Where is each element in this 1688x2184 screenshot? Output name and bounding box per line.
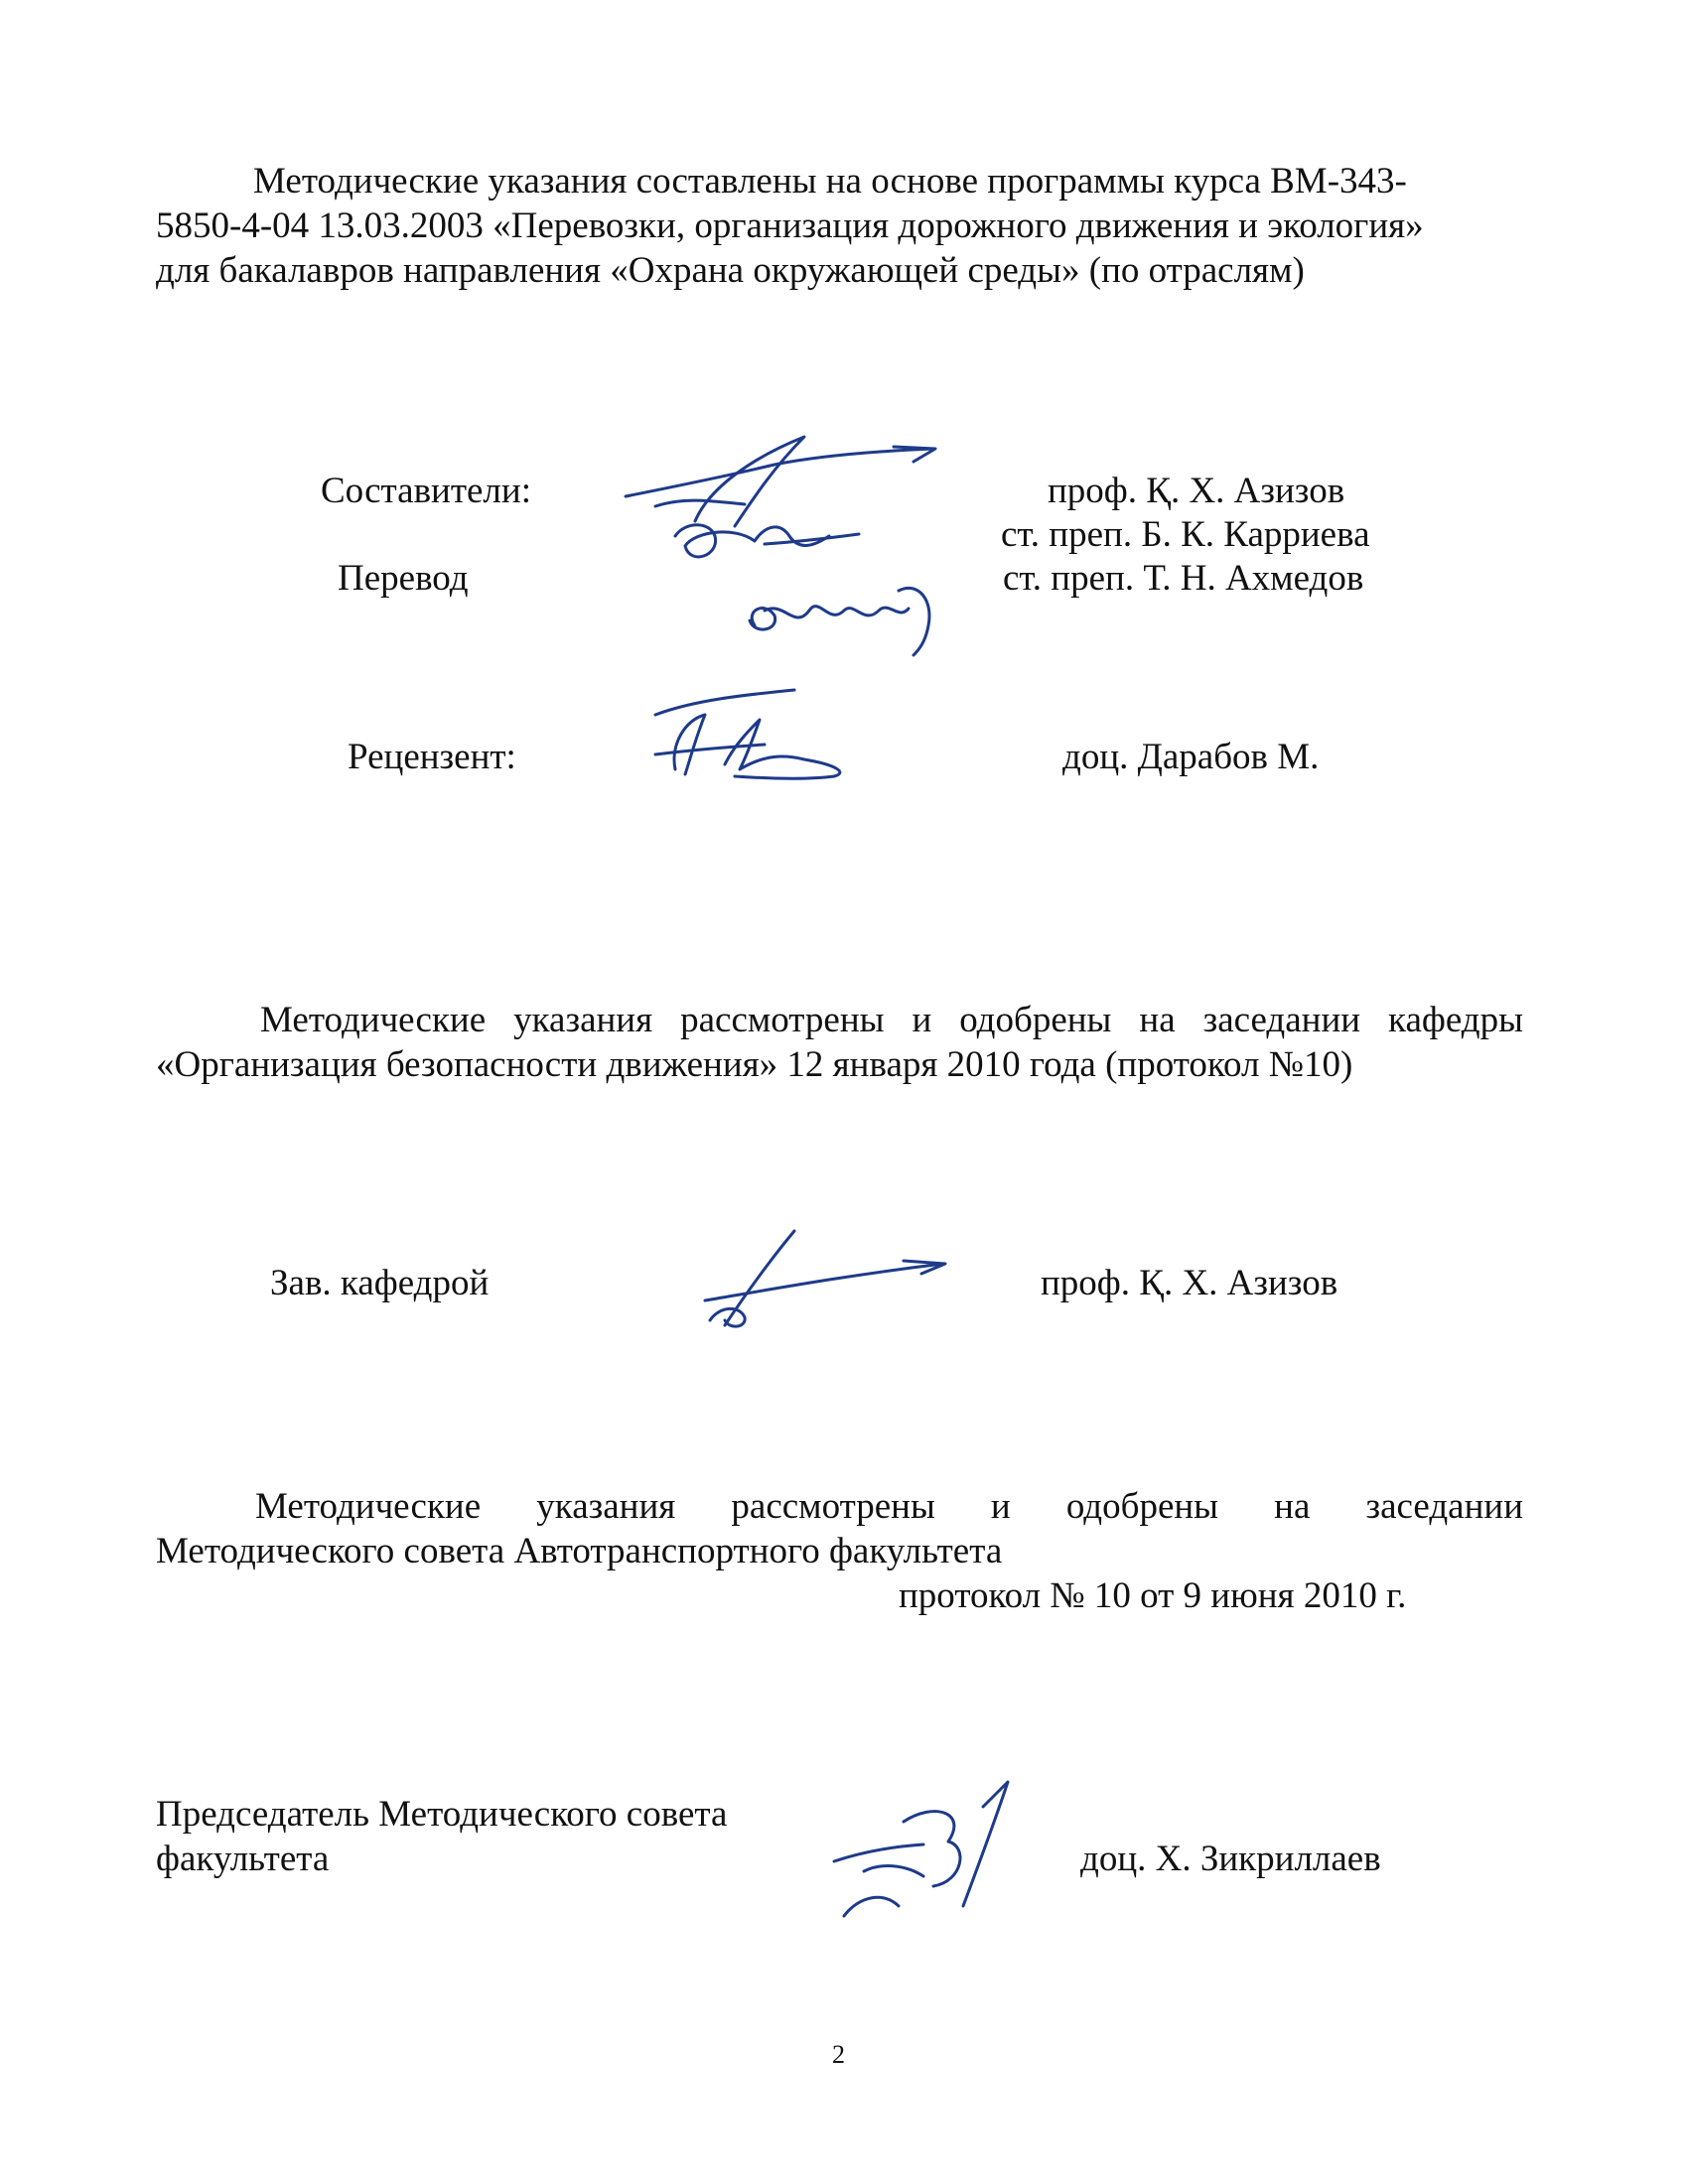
chairman-name: доц. Х. Зикриллаев	[1080, 1839, 1381, 1879]
signature-reviewer	[635, 675, 864, 784]
compiler-name-1: проф. Қ. Х. Азизов	[1048, 471, 1345, 511]
approval1-line-1: Методические указания рассмотрены и одобрены на заседании кафедры	[260, 1000, 1523, 1040]
reviewer-name: доц. Дарабов М.	[1062, 737, 1320, 777]
signature-chairman	[824, 1767, 1043, 1926]
intro-line-2: 5850-4-04 13.03.2003 «Перевозки, организация дорожного движения и экология»	[156, 205, 1424, 246]
approval2-line-2: Методического совета Автотранспортного факультета	[156, 1531, 1003, 1571]
approval1-line-2: «Организация безопасности движения» 12 января 2010 года (протокол №10)	[156, 1044, 1353, 1085]
head-of-dept-name: проф. Қ. Х. Азизов	[1041, 1263, 1338, 1303]
intro-line-1: Методические указания составлены на основе программы курса BM-343-	[253, 161, 1407, 202]
chairman-label-line-1: Председатель Методического совета	[156, 1794, 728, 1835]
reviewer-label: Рецензент:	[348, 737, 516, 777]
compilers-label: Составители:	[321, 471, 531, 511]
signature-head-of-dept	[695, 1226, 953, 1335]
compiler-name-2: ст. преп. Б. К. Карриева	[1001, 514, 1370, 555]
approval2-line-1: Методические указания рассмотрены и одобрены на заседании	[255, 1486, 1523, 1527]
signature-compiler-1	[616, 427, 953, 576]
signature-compiler-2	[735, 571, 953, 660]
intro-line-3: для бакалавров направления «Охрана окружающей среды» (по отраслям)	[156, 250, 1305, 291]
translation-label: Перевод	[338, 558, 469, 599]
page-number: 2	[832, 2040, 845, 2069]
head-of-dept-label: Зав. кафедрой	[270, 1263, 490, 1303]
compiler-name-3: ст. преп. Т. Н. Ахмедов	[1003, 558, 1364, 599]
approval2-line-3: протокол № 10 от 9 июня 2010 г.	[899, 1575, 1407, 1616]
chairman-label-line-2: факультета	[156, 1839, 330, 1879]
